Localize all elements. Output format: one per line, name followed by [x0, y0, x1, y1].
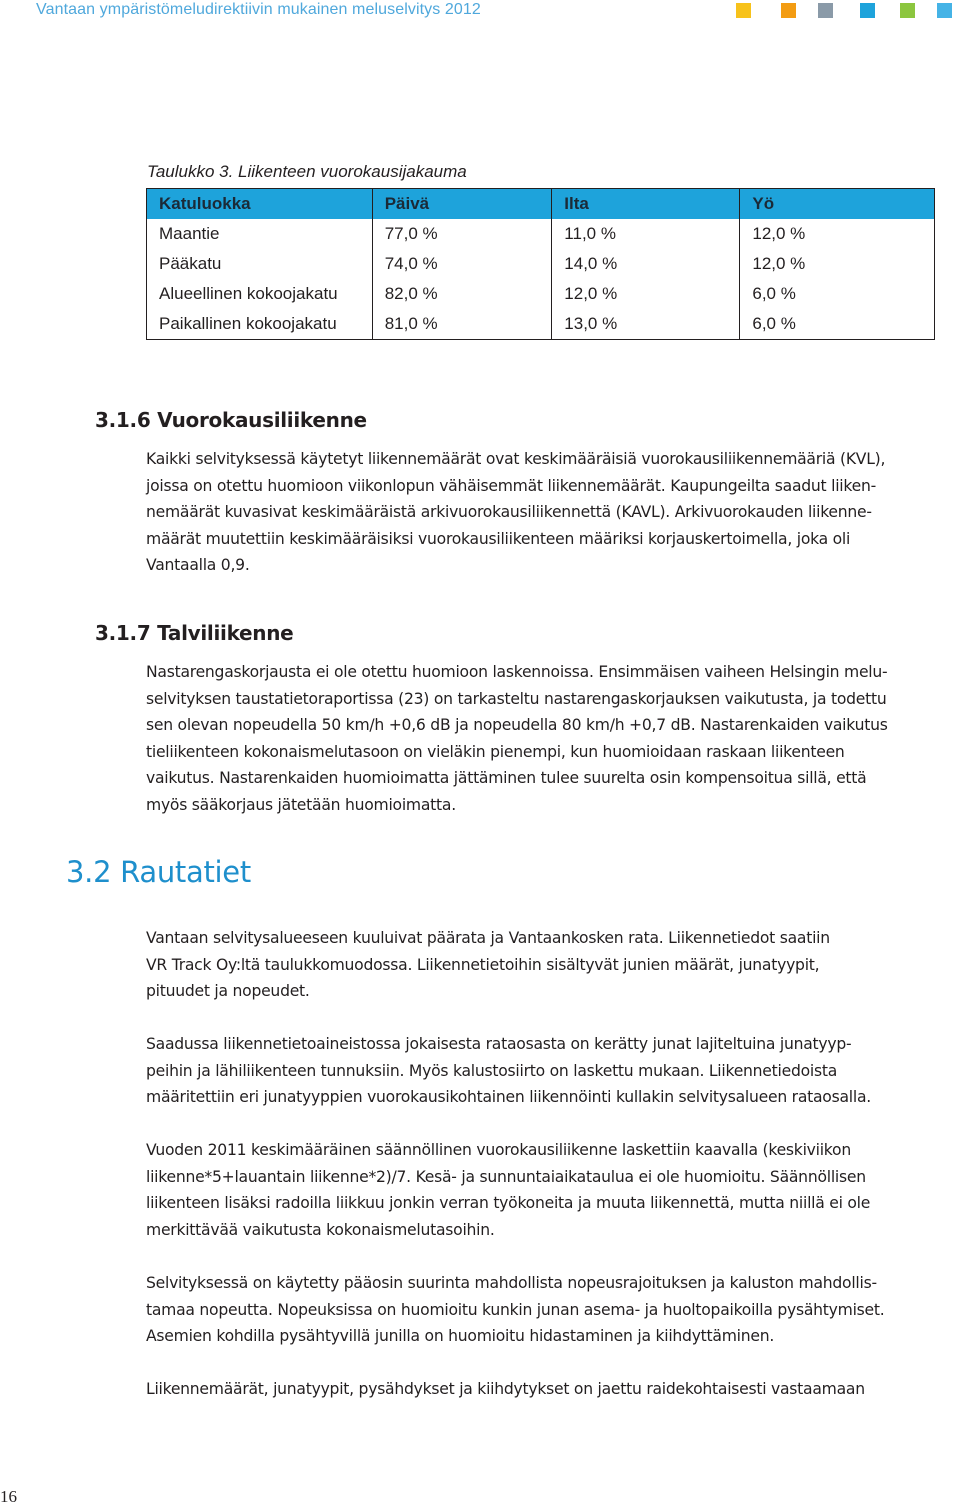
table-caption: Taulukko 3. Liikenteen vuorokausijakauma: [147, 162, 467, 181]
table-header-row: [147, 189, 935, 220]
green-square: [900, 3, 915, 18]
running-header-title: Vantaan ympäristömeludirektiivin mukainen meluselvitys 2012: [36, 1, 481, 18]
page-number: 16: [0, 1487, 17, 1506]
text-line: tieliikenteen kokonaismelutasoon on vieläkin pienempi, kun huomioidaan raskaan liikenteen: [146, 742, 845, 761]
paragraph-rautatiet-5: [146, 1376, 958, 1403]
table-cell: 82,0 %: [372, 279, 552, 309]
table-cell: 12,0 %: [552, 279, 740, 309]
text-line: pituudet ja nopeudet.: [146, 982, 310, 1000]
paragraph-rautatiet-2: [146, 1031, 958, 1111]
table-row: [147, 309, 935, 340]
text-line: Kaikki selvityksessä käytetyt liikennemäärät ovat keskimääräisiä vuorokausiliikennemääriä (KVL),: [146, 450, 886, 468]
text-line: Vantaan selvitysalueeseen kuuluivat päärata ja Vantaankosken rata. Liikennetiedot saatiin: [146, 929, 830, 947]
text-line: Liikennemäärät, junatyypit, pysähdykset ja kiihdytykset on jaettu raidekohtaisesti vastaamaan: [146, 1380, 865, 1398]
text-line: myös sääkorjaus jätetään huomioimatta.: [146, 795, 456, 814]
text-line: tamaa nopeutta. Nopeuksissa on huomioitu kunkin junan asema- ja huoltopaikoilla pysähtymiset.: [146, 1300, 885, 1319]
paragraph-talviliikenne: [146, 659, 958, 818]
table-cell: Maantie: [147, 219, 373, 249]
text-line: liikenne*5+lauantain liikenne*2)/7. Kesä- ja sunnuntaiaikataulua ei ole huomioitu. Säännöllisen: [146, 1167, 866, 1186]
column-header: Päivä: [372, 189, 552, 220]
table-cell: 81,0 %: [372, 309, 552, 340]
text-line: Vantaalla 0,9.: [146, 556, 250, 574]
table-cell: Paikallinen kokoojakatu: [147, 309, 373, 340]
table-cell: 12,0 %: [740, 249, 935, 279]
text-line: VR Track Oy:ltä taulukkomuodossa. Liikennetietoihin sisältyvät junien määrät, junatyypit,: [146, 955, 820, 974]
column-header: Ilta: [552, 189, 740, 220]
text-line: Asemien kohdilla pysähtyvillä junilla on huomioitu hidastaminen ja kiihdyttäminen.: [146, 1327, 775, 1345]
text-line: merkittävää vaikutusta kokonaismelutasoihin.: [146, 1220, 495, 1239]
paragraph-rautatiet-3: [146, 1137, 958, 1243]
table-cell: 11,0 %: [552, 219, 740, 249]
text-line: nemäärät kuvasivat keskimääräistä arkivuorokausiliikennettä (KAVL). Arkivuorokauden liikenne-: [146, 503, 872, 521]
table-row: [147, 219, 935, 249]
table-cell: 6,0 %: [740, 309, 935, 340]
text-line: sen olevan nopeudella 50 km/h +0,6 dB ja nopeudella 80 km/h +0,7 dB. Nastarenkaiden vaikutus: [146, 716, 888, 734]
yellow-square: [736, 3, 751, 18]
text-line: Nastarengaskorjausta ei ole otettu huomioon laskennoissa. Ensimmäisen vaiheen Helsingin melu-: [146, 663, 888, 681]
table-cell: 13,0 %: [552, 309, 740, 340]
text-line: määritettiin eri junatyyppien vuorokausikohtainen liikennöinti kullakin selvitysalueen rataosalla.: [146, 1088, 871, 1106]
lightblue-square: [937, 3, 952, 18]
gray-square: [818, 3, 833, 18]
text-line: selvityksen taustatietoraportissa (23) on tarkasteltu nastarengaskorjauksen vaikutusta, ja todettu: [146, 689, 887, 708]
table-cell: Alueellinen kokoojakatu: [147, 279, 373, 309]
table-cell: 74,0 %: [372, 249, 552, 279]
table-cell: Pääkatu: [147, 249, 373, 279]
column-header: Katuluokka: [147, 189, 373, 220]
text-line: vaikutus. Nastarenkaiden huomioimatta jättäminen tulee suurelta osin kompensoitua sillä, että: [146, 769, 867, 787]
table-row: [147, 249, 935, 279]
text-line: määrät muutettiin keskimääräisiksi vuorokausiliikenteen määriksi korjauskertoimella, joka oli: [146, 529, 851, 548]
blue-square: [860, 3, 875, 18]
text-line: liikenteen lisäksi radoilla liikkuu jonkin verran työkoneita ja muuta liikennettä, mutta niillä ei ole: [146, 1194, 871, 1212]
section-heading-vuorokausiliikenne: 3.1.6 Vuorokausiliikenne: [95, 408, 367, 432]
table-cell: 12,0 %: [740, 219, 935, 249]
text-line: Saadussa liikennetietoaineistossa jokaisesta rataosasta on kerätty junat lajiteltuina junatyyp-: [146, 1035, 852, 1053]
paragraph-vuorokausiliikenne: [146, 446, 958, 579]
section-heading-talviliikenne: 3.1.7 Talviliikenne: [95, 621, 294, 645]
table-cell: 14,0 %: [552, 249, 740, 279]
text-line: Vuoden 2011 keskimääräinen säännöllinen vuorokausiliikenne laskettiin kaavalla (keskiviikon: [146, 1141, 851, 1159]
table-cell: 6,0 %: [740, 279, 935, 309]
traffic-distribution-table: [146, 188, 935, 340]
paragraph-rautatiet-1: [146, 925, 958, 1005]
text-line: Selvityksessä on käytetty pääosin suurinta mahdollista nopeusrajoituksen ja kaluston mahdollis-: [146, 1274, 877, 1292]
orange-square: [781, 3, 796, 18]
paragraph-rautatiet-4: [146, 1270, 958, 1350]
chapter-heading-rautatiet: 3.2 Rautatiet: [66, 855, 251, 889]
text-line: peihin ja lähiliikenteen tunnuksiin. Myös kalustosiirto on laskettu mukaan. Liikennetiedoista: [146, 1061, 838, 1080]
table-row: [147, 279, 935, 309]
text-line: joissa on otettu huomioon viikonlopun vähäisemmät liikennemäärät. Kaupungeilta saadut liiken-: [146, 476, 876, 495]
table-cell: 77,0 %: [372, 219, 552, 249]
column-header: Yö: [740, 189, 935, 220]
